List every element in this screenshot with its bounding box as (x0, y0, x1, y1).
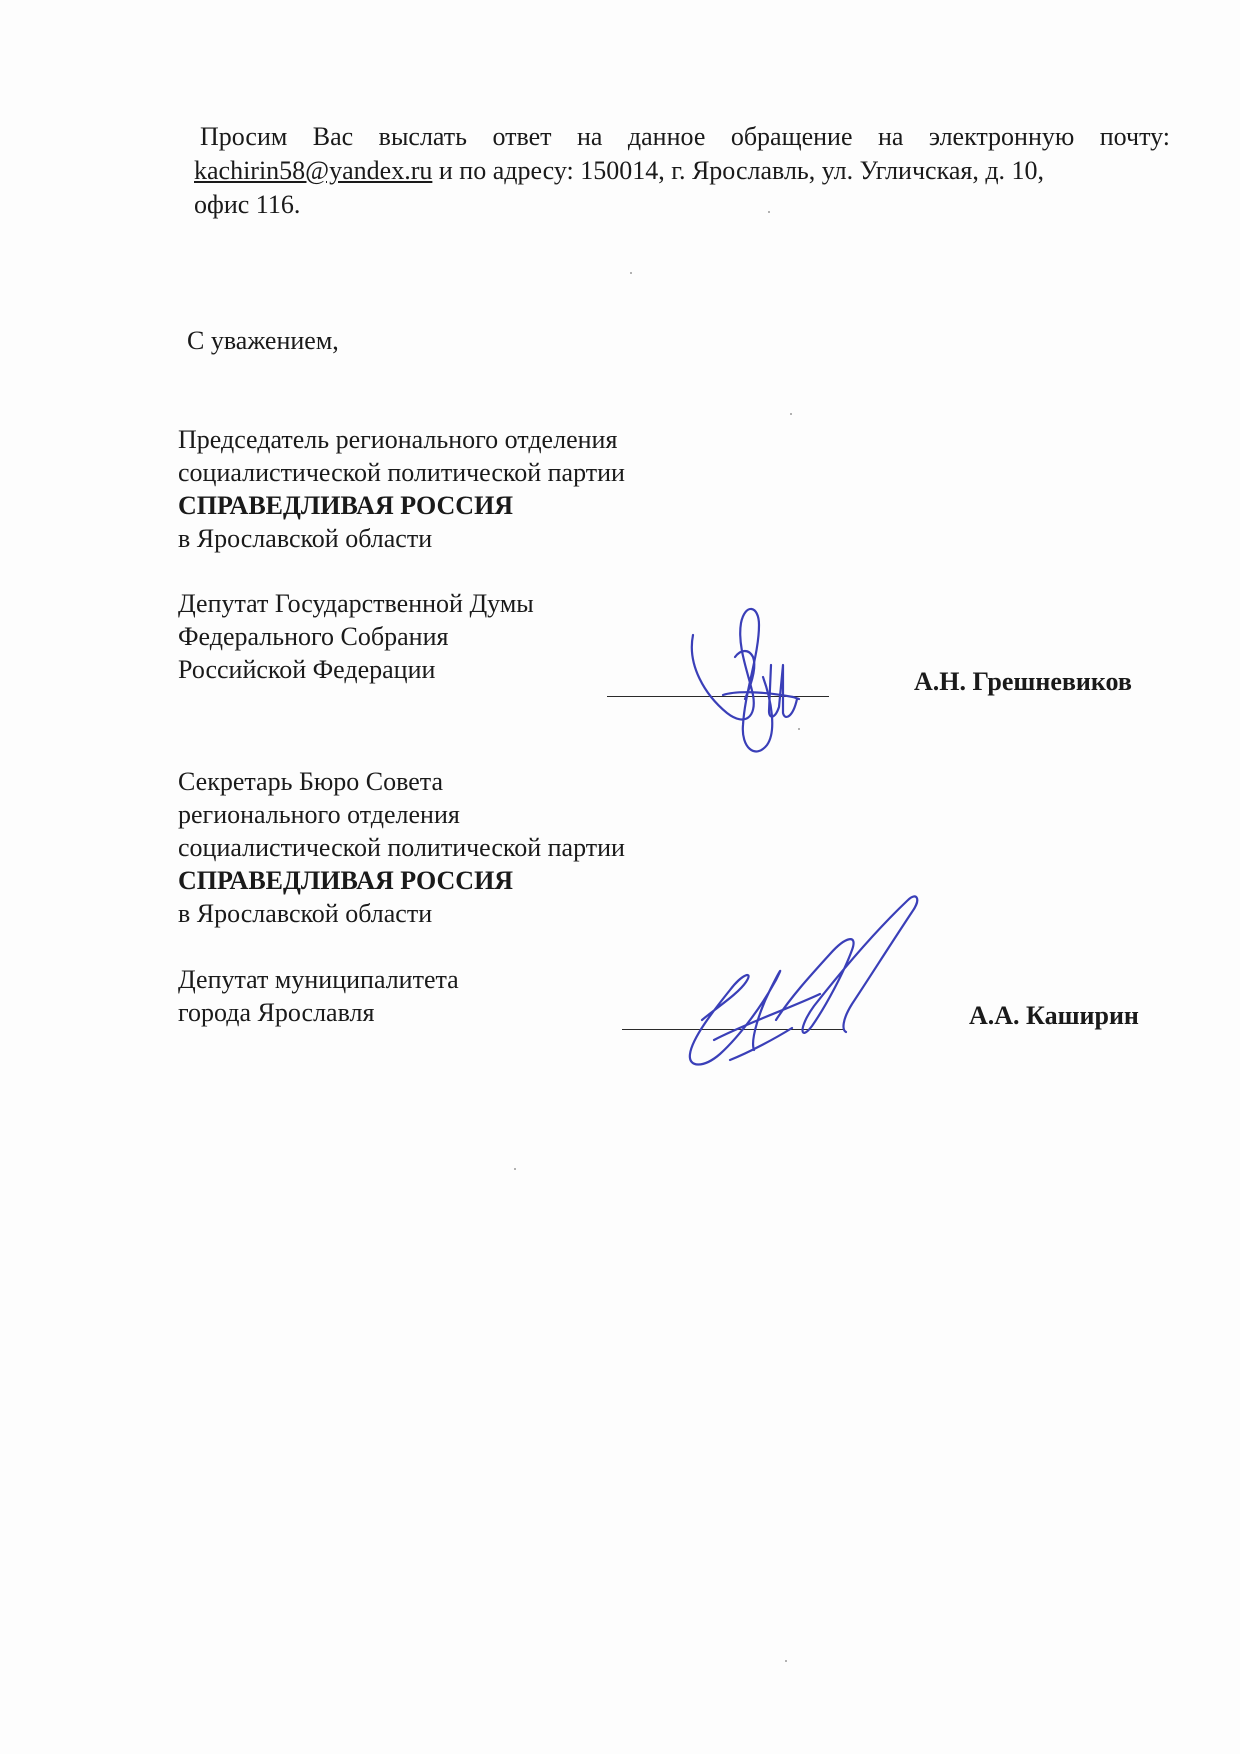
signer2-deputy-line: города Ярославля (178, 998, 375, 1027)
request-line-3: офис 116. (194, 190, 301, 219)
signer1-position-block (178, 423, 625, 555)
signer2-name: А.А. Каширин (969, 1001, 1139, 1030)
scan-speck (798, 728, 800, 730)
request-line-2-rest: и по адресу: 150014, г. Ярославль, ул. Угличская, д. 10, (432, 156, 1045, 185)
scan-speck (768, 211, 770, 213)
scan-speck (514, 1168, 516, 1170)
signer2-deputy-line: Депутат муниципалитета (178, 965, 459, 994)
signer2-position-line: социалистической политической партии (178, 833, 625, 862)
signer2-position-line: в Ярославской области (178, 899, 433, 928)
scan-speck (785, 1660, 787, 1662)
request-paragraph (194, 120, 1170, 222)
party-name: СПРАВЕДЛИВАЯ РОССИЯ (178, 491, 514, 520)
signer2-position-line: Секретарь Бюро Совета (178, 767, 444, 796)
signer1-deputy-line: Федерального Собрания (178, 622, 449, 651)
signer1-name: А.Н. Грешневиков (914, 667, 1132, 696)
request-line-1: Просим Вас выслать ответ на данное обращение на электронную почту: (200, 122, 1170, 151)
signer1-position-line: социалистической политической партии (178, 458, 625, 487)
signature-greshnevikov-icon (675, 595, 815, 765)
signer1-position-line: Председатель регионального отделения (178, 425, 618, 454)
email-link[interactable]: kachirin58@yandex.ru (194, 156, 433, 185)
signature-kashirin-icon (680, 890, 930, 1080)
request-line-2 (194, 154, 1170, 188)
signer1-position-line: в Ярославской области (178, 524, 433, 553)
signer2-deputy-block (178, 963, 459, 1029)
scan-speck (630, 272, 632, 274)
signer1-deputy-line: Депутат Государственной Думы (178, 589, 534, 618)
closing-text: С уважением, (187, 326, 339, 355)
signer1-deputy-line: Российской Федерации (178, 655, 436, 684)
signer2-position-block (178, 765, 625, 930)
party-name: СПРАВЕДЛИВАЯ РОССИЯ (178, 866, 514, 895)
signer2-position-line: регионального отделения (178, 800, 460, 829)
signer1-deputy-block (178, 587, 534, 686)
scan-speck (790, 413, 792, 415)
